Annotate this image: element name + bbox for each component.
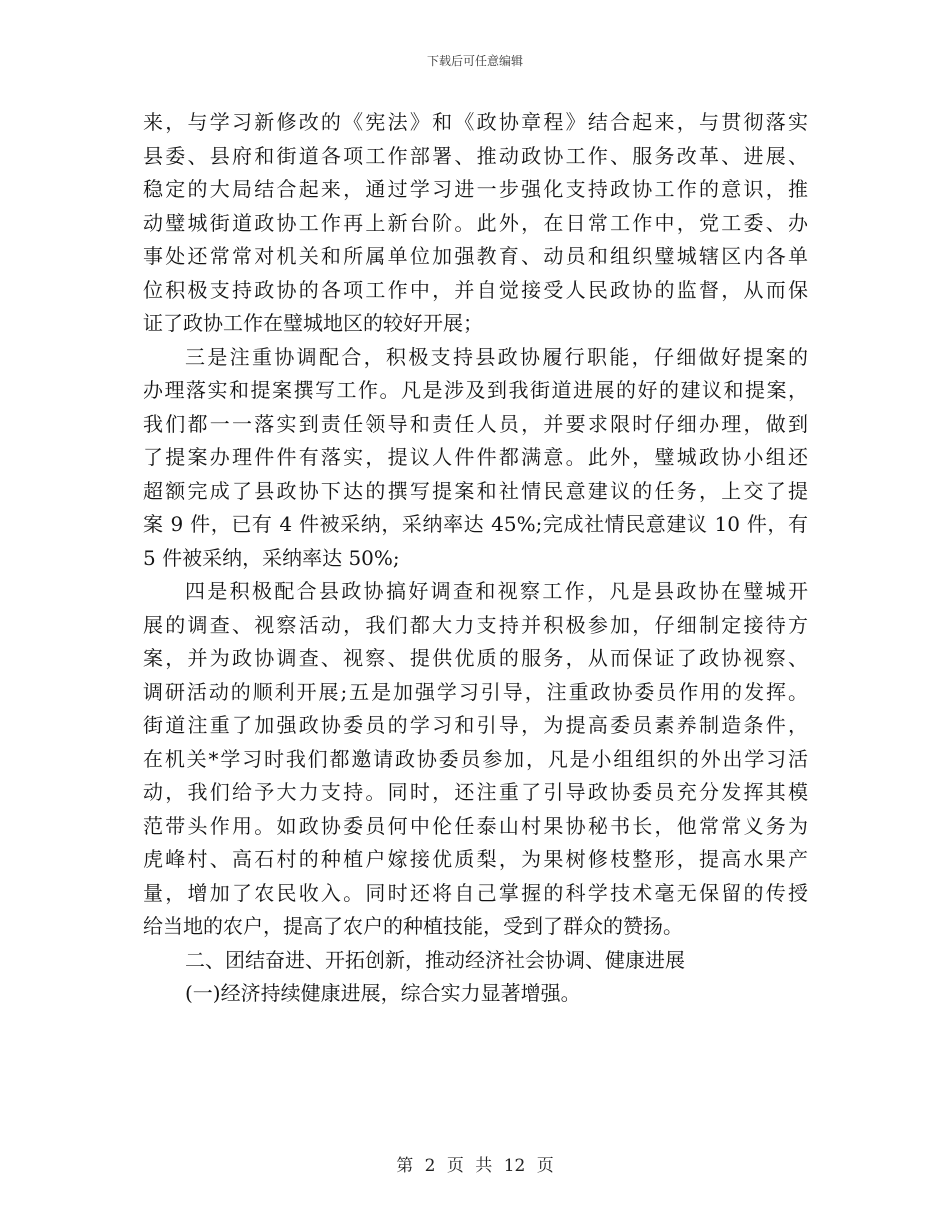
document-body — [143, 106, 808, 1011]
body-line: 5 件被采纳，采纳率达 50%; — [143, 545, 400, 570]
body-line: 调研活动的顺利开展;五是加强学习引导，注重政协委员作用的发挥。 — [143, 679, 808, 704]
body-line: 稳定的大局结合起来，通过学习进一步强化支持政协工作的意识，推 — [143, 177, 808, 201]
body-line: 办理落实和提案撰写工作。凡是涉及到我街道进展的好的建议和提案， — [143, 378, 808, 402]
body-line: 街道注重了加强政协委员的学习和引导，为提高委员素养制造条件， — [143, 713, 808, 737]
body-line: 动璧城街道政协工作再上新台阶。此外，在日常工作中，党工委、办 — [143, 210, 808, 235]
body-line: 来，与学习新修改的《宪法》和《政协章程》结合起来，与贯彻落实 — [143, 110, 808, 134]
body-line: 展的调查、视察活动，我们都大力支持并积极参加，仔细制定接待方 — [143, 612, 808, 637]
body-line: 量，增加了农民收入。同时还将自己掌握的科学技术毫无保留的传授 — [143, 880, 808, 905]
page-header: 下载后可任意编辑 — [426, 54, 523, 68]
body-line: 给当地的农户，提高了农户的种植技能，受到了群众的赞扬。 — [143, 914, 683, 938]
body-line: 证了政协工作在璧城地区的较好开展； — [143, 311, 483, 335]
paragraph-start-line: 三是注重协调配合，积极支持县政协履行职能，仔细做好提案的 — [185, 344, 808, 369]
body-line: 动，我们给予大力支持。同时，还注重了引导政协委员充分发挥其模 — [143, 780, 808, 804]
paragraph-start-line: 四是积极配合县政协搞好调查和视察工作，凡是县政协在璧城开 — [185, 579, 808, 603]
body-line: 事处还常常对机关和所属单位加强教育、动员和组织璧城辖区内各单 — [143, 244, 808, 268]
body-line: 案 9 件，已有 4 件被采纳，采纳率达 45%;完成社情民意建议 10 件，有 — [143, 512, 808, 536]
page-number-footer: 第 2 页 共 12 页 — [396, 1156, 554, 1176]
body-line: 位积极支持政协的各项工作中，并自觉接受人民政协的监督，从而保 — [143, 277, 808, 302]
body-line: 在机关*学习时我们都邀请政协委员参加，凡是小组组织的外出学习活 — [143, 746, 808, 771]
body-line: 了提案办理件件有落实，提议人件件都满意。此外，璧城政协小组还 — [143, 445, 808, 469]
subsection-heading: (一)经济持续健康进展，综合实力显著增强。 — [185, 981, 581, 1005]
body-line: 我们都一一落实到责任领导和责任人员，并要求限时仔细办理，做到 — [143, 411, 808, 436]
body-line: 超额完成了县政协下达的撰写提案和社情民意建议的任务，上交了提 — [143, 478, 808, 503]
section-heading: 二、团结奋进、开拓创新，推动经济社会协调、健康进展 — [185, 947, 685, 972]
body-line: 案，并为政协调查、视察、提供优质的服务，从而保证了政协视察、 — [143, 646, 808, 670]
body-line: 县委、县府和街道各项工作部署、推动政协工作、服务改革、进展、 — [143, 143, 808, 168]
body-line: 虎峰村、高石村的种植户嫁接优质梨，为果树修枝整形，提高水果产 — [143, 847, 808, 871]
body-line: 范带头作用。如政协委员何中伦任泰山村果协秘书长，他常常义务为 — [143, 813, 808, 838]
